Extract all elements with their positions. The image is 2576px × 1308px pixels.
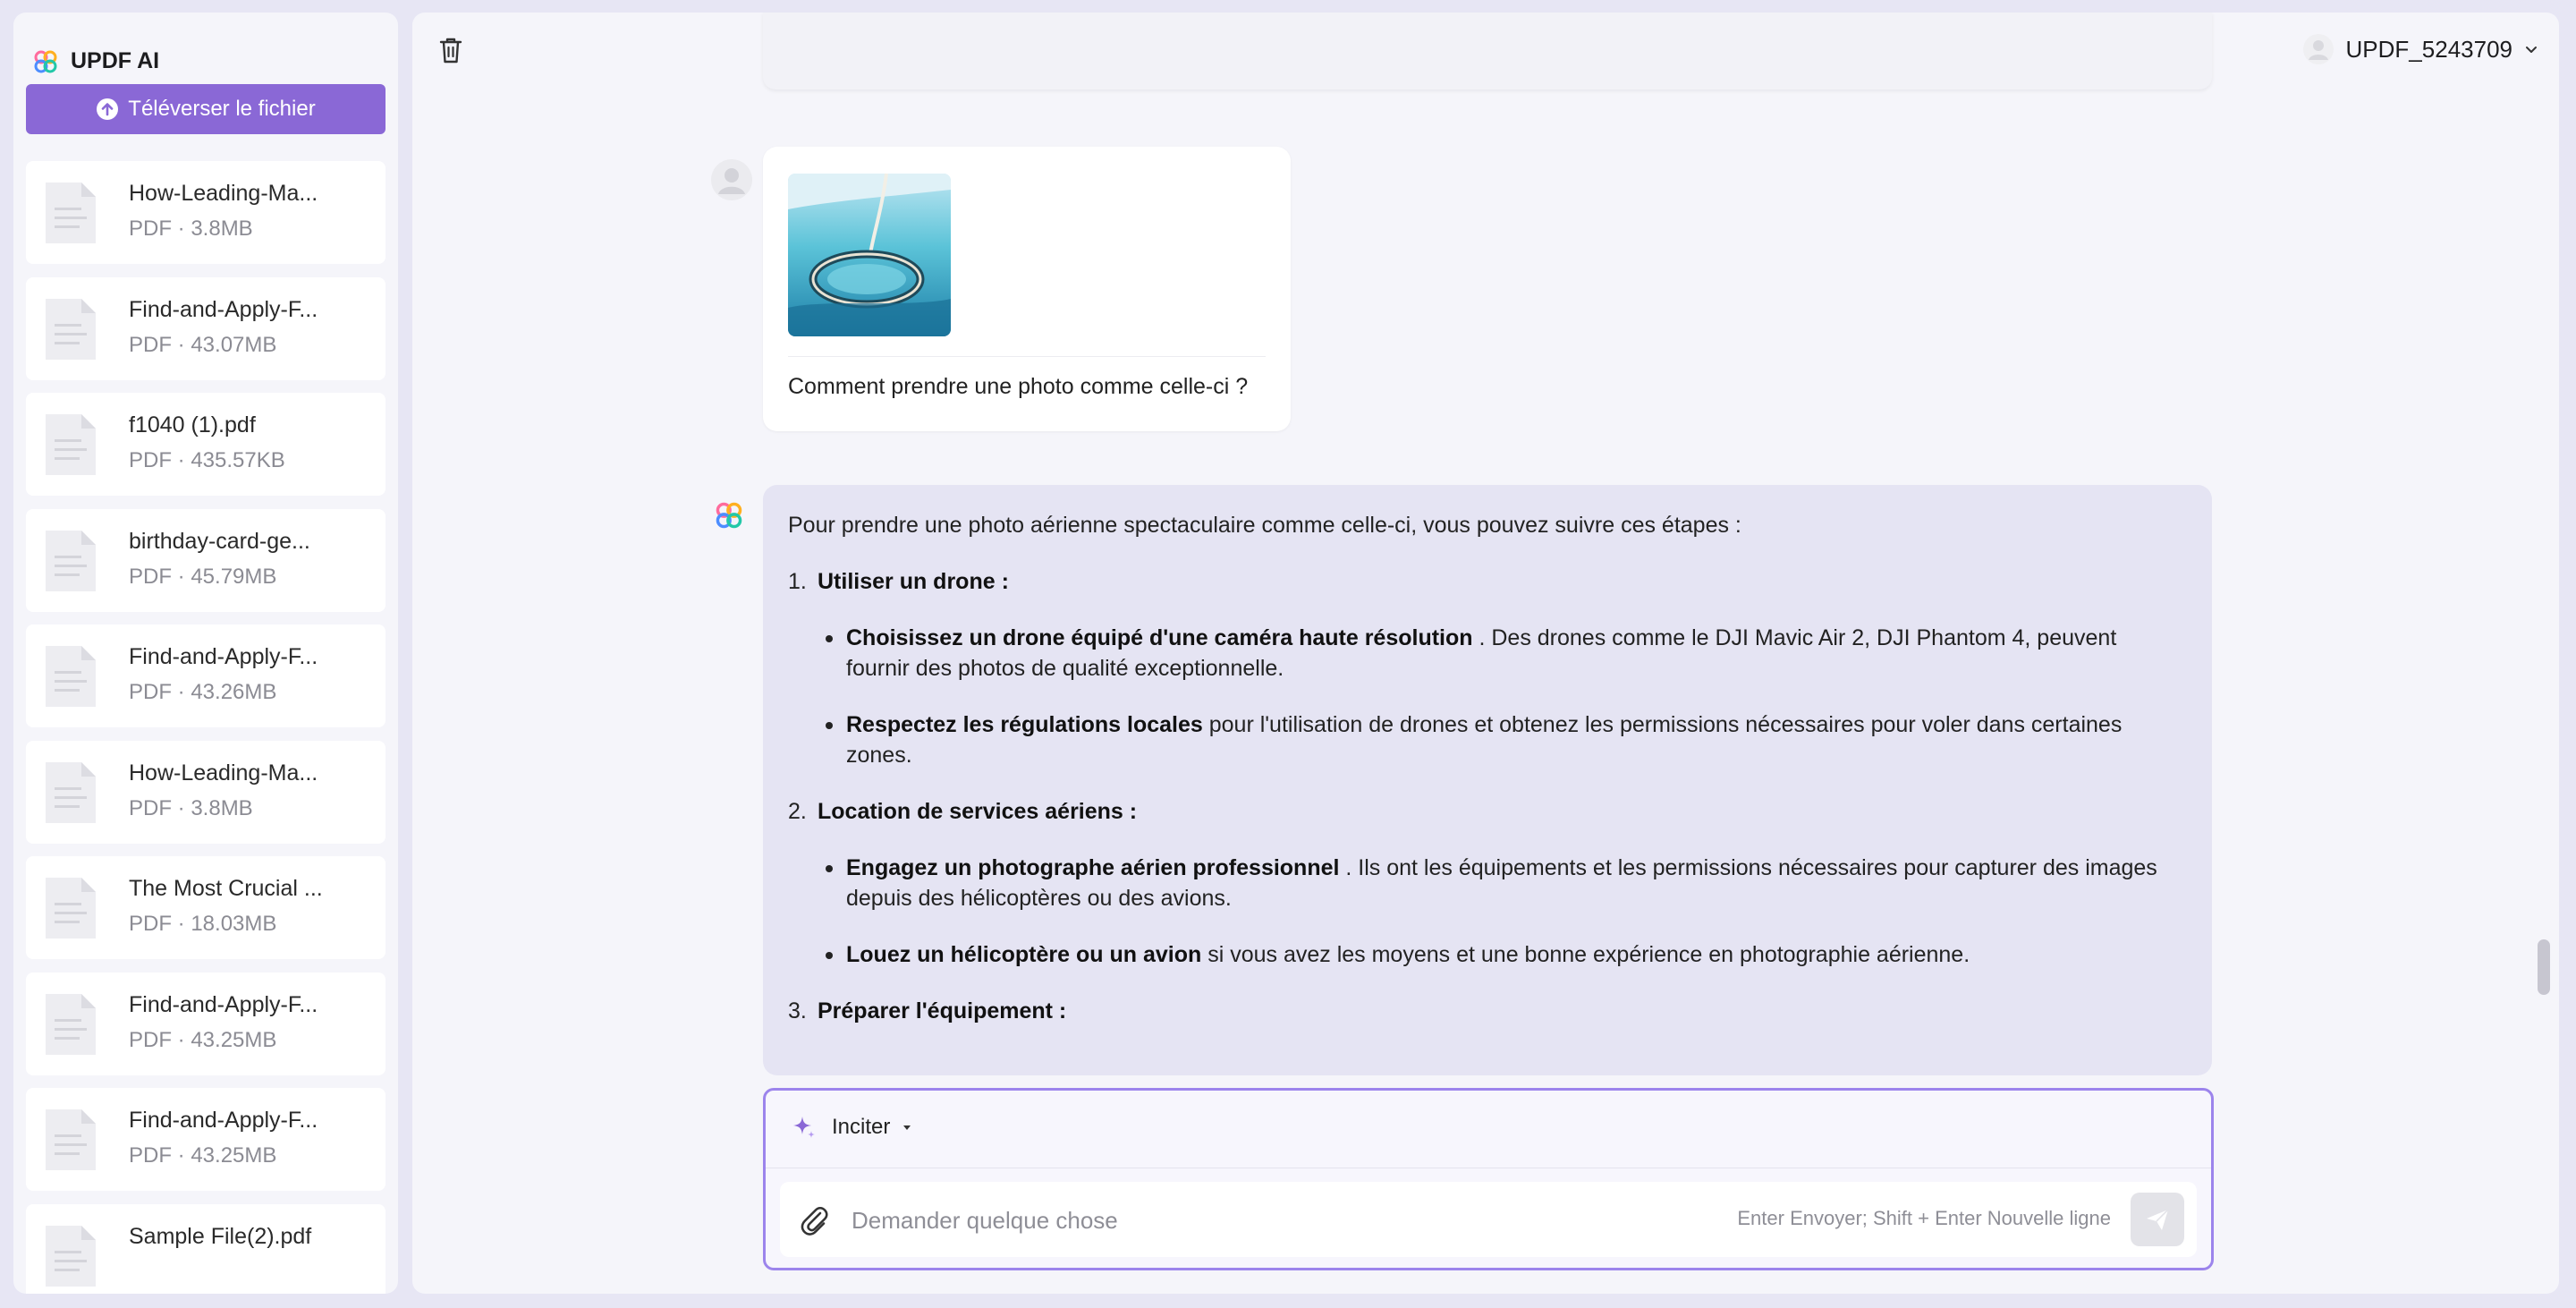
updf-logo-icon [33,49,58,74]
caret-down-icon [901,1121,913,1134]
file-list [26,161,386,1294]
bullet-text: pour l'utilisation de drones et obtenez les permissions nécessaires pour voler dans certaines zones. [846,712,2123,768]
brand [33,48,159,74]
user-message [763,147,1291,431]
bullet-item [788,623,2176,684]
file-meta: PDF · 435.57KB [129,448,285,472]
bullet-text: . Des drones comme le DJI Mavic Air 2, DJI Phantom 4, peuvent fournir des photos de qualité exceptionnelle. [846,625,2117,681]
paperclip-icon[interactable] [798,1203,830,1237]
file-meta: PDF · 45.79MB [129,564,277,589]
file-item[interactable] [26,973,386,1075]
prompt-selector[interactable] [791,1114,913,1141]
pdf-file-icon [42,529,99,593]
step-title: Location de services aériens : [818,799,1138,824]
file-item[interactable] [26,161,386,264]
step-item [788,796,2176,827]
file-meta: PDF · 3.8MB [129,217,253,241]
user-avatar-icon [711,159,752,200]
ai-intro: Pour prendre une photo aérienne spectaculaire comme celle-ci, vous pouvez suivre ces étapes : [788,513,1741,538]
file-name: Find-and-Apply-F... [129,644,318,669]
file-meta: PDF · 43.25MB [129,1027,277,1052]
step-item [788,996,2176,1026]
pdf-file-icon [42,876,99,940]
file-meta: PDF · 43.26MB [129,680,277,704]
upload-arrow-icon [96,98,119,121]
file-name: How-Leading-Ma... [129,181,318,206]
pdf-file-icon [42,992,99,1057]
file-meta: PDF · 43.25MB [129,1143,277,1168]
prompt-label: Inciter [832,1115,891,1139]
pdf-file-icon [42,1108,99,1172]
user-avatar-icon [2303,34,2334,64]
send-icon [2144,1206,2171,1233]
sparkle-icon [791,1114,818,1141]
keyboard-hint: Enter Envoyer; Shift + Enter Nouvelle ligne [1737,1207,2111,1229]
file-meta: PDF · 18.03MB [129,912,277,936]
step-number: 2. [788,799,807,824]
input-row [780,1182,2197,1257]
file-name: f1040 (1).pdf [129,412,256,437]
attached-photo[interactable] [788,174,951,336]
file-item[interactable] [26,277,386,380]
user-question: Comment prendre une photo comme celle-ci ? [788,374,1249,399]
pdf-file-icon [42,412,99,477]
chevron-down-icon [2523,41,2539,57]
divider [788,356,1266,357]
brand-name: UPDF AI [71,48,160,73]
chat-panel [412,13,2559,1294]
step-number: 3. [788,998,807,1023]
previous-message [763,13,2212,89]
bullet-item [788,709,2176,770]
pdf-file-icon [42,644,99,709]
pdf-file-icon [42,760,99,825]
file-item[interactable] [26,1204,386,1295]
pdf-file-icon [42,181,99,245]
composer [763,1088,2214,1270]
file-name: Find-and-Apply-F... [129,1108,318,1133]
file-item[interactable] [26,741,386,844]
step-number: 1. [788,569,807,594]
file-name: birthday-card-ge... [129,528,310,554]
bullet-bold: Engagez un photographe aérien professionnel [846,855,1340,880]
user-menu[interactable] [2303,34,2539,64]
step-title: Utiliser un drone : [818,569,1009,594]
step-title: Préparer l'équipement : [818,998,1067,1023]
bullet-bold: Respectez les régulations locales [846,712,1203,737]
bullet-text: si vous avez les moyens et une bonne expérience en photographie aérienne. [1201,942,1970,967]
updf-ai-icon [715,501,743,530]
file-name: The Most Crucial ... [129,876,323,901]
file-name: How-Leading-Ma... [129,760,318,786]
ask-input[interactable] [850,1194,1730,1246]
file-meta: PDF · 3.8MB [129,795,253,820]
file-item[interactable] [26,393,386,496]
bullet-bold: Louez un hélicoptère ou un avion [846,942,1202,967]
send-button[interactable] [2131,1193,2184,1246]
file-name: Find-and-Apply-F... [129,296,318,322]
bullet-item [788,939,2176,970]
step-item [788,566,2176,597]
upload-file-label: Téléverser le fichier [128,97,316,121]
file-item[interactable] [26,856,386,959]
bullet-text: . Ils ont les équipements et les permissions nécessaires pour capturer des images depuis des hélicoptères ou des avions. [846,855,2157,911]
file-name: Sample File(2).pdf [129,1223,312,1249]
scrollbar-thumb[interactable] [2538,939,2550,995]
file-item[interactable] [26,624,386,727]
upload-file-button[interactable] [26,84,386,134]
username: UPDF_5243709 [2345,35,2512,63]
pdf-file-icon [42,1224,99,1288]
file-item[interactable] [26,509,386,612]
trash-icon[interactable] [437,36,464,64]
bullet-bold: Choisissez un drone équipé d'une caméra haute résolution [846,625,1473,650]
bullet-item [788,853,2176,913]
file-name: Find-and-Apply-F... [129,991,318,1017]
file-meta: PDF · 43.07MB [129,332,277,357]
file-item[interactable] [26,1088,386,1191]
ai-message [763,485,2212,1075]
pdf-file-icon [42,297,99,361]
sidebar [13,13,398,1294]
